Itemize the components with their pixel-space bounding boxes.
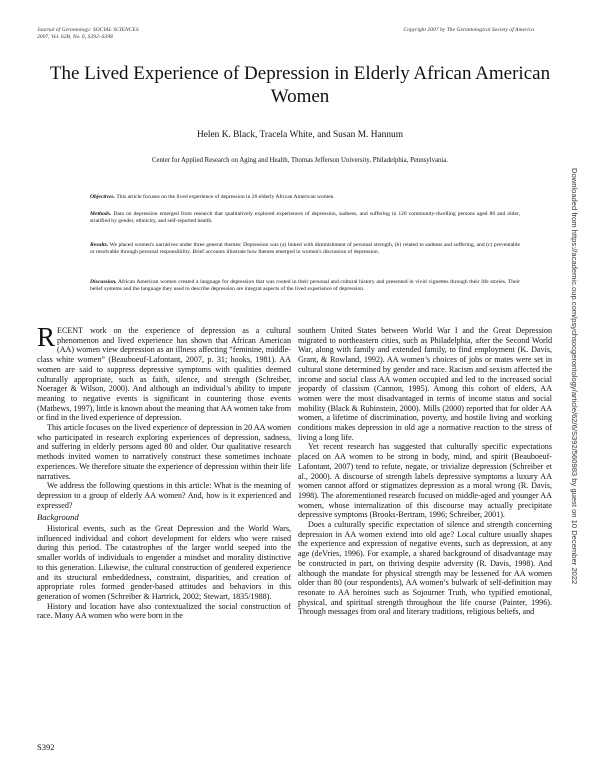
abstract-text: This article focuses on the lived experience of depression in 20 elderly African American women. [116,194,335,200]
abstract-discussion [90,279,520,294]
abstract-text: Data on depression emerged from research that qualitatively explored experiences of depression, sadness, and suffering in 120 community-dwelling persons aged 80 and older, stratified by gender, ethnicity, and self-reported health. [90,211,520,225]
abstract-methods [90,211,520,226]
abstract-objectives [90,194,520,201]
abstract-results [90,242,520,257]
abstract-label: Methods. [90,211,112,217]
smallcaps-lead: ECENT [57,326,84,335]
abstract-text: African American women created a language for depression that was rooted in their personal and cultural history and presented in vivid vignettes through their life stories. Their belief systems and the language they used to describe depression are integral aspects of the lived experience of depression. [90,279,520,293]
journal-name: Journal of Gerontology: SOCIAL SCIENCES [37,27,139,33]
body-column-left [37,322,291,621]
journal-volume: 2007, Vol. 62B, No. 6, S392–S398 [37,34,113,40]
journal-header [37,27,297,41]
paragraph-text: work on the experience of depression as a cultural phenomenon and lived experience has shown that African American (AA) women view depression as an illness affecting “feminine, middle-class white women” (Beauboeuf-Lafontant, 2007, p. 31; hooks, 1981). AA women are said to suppress depressive symptoms with qualities deemed culturally appropriate, such as faith, silence, and strength (Schreiber, Noerager & Wilson, 2000). And although an individual’s ability to impute meaning to negative events is significant in countering those events (Mathews, 1997), little is known about the meaning that AA women take from or find in the lived experience of depression. [37,326,291,423]
abstract-text: We placed women's narratives under three general themes: Depression was (a) linked with diminishment of personal strength, (b) related to sadness and suffering, and (c) preventable or resolvable through personal responsibility. Brief accounts illustrate how themes emerged in women's discussion of depression. [90,242,520,256]
paragraph: History and location have also contextualized the social construction of race. Many AA women who were born in the [37,601,291,621]
abstract-label: Objectives. [90,194,116,200]
section-heading: Background [37,512,79,523]
body-column-right [298,326,552,617]
paragraph: We address the following questions in this article: What is the meaning of depression to a group of elderly AA women? And, how is it experienced and expressed? [37,481,291,510]
abstract-label: Results. [90,242,109,248]
paragraph: Historical events, such as the Great Depression and the World Wars, influenced individual and cohort development for elders who were raised during this period. The catastrophes of the larger world seeped into the smaller worlds of individuals to engender a mindset and morality distinctive to this generation. Likewise, the cultural construction of gendered experience and its structural embeddedness, constraint, disparities, and creation of appropriate roles formed gender-based attitudes and behaviors in this generation of women (Schreiber & Hartrick, 2002; Stewart, 1835/1988). [37,524,291,601]
paragraph: This article focuses on the lived experience of depression in 20 AA women who participated in research exploring experiences of depression, sadness, and suffering in elderly persons aged 80 and older. Our qualitative research methods invited women to narratively construct these sometimes inchoate experiences. We therefore situate the experience of depression within their life narratives. [37,423,291,481]
paragraph: Yet recent research has suggested that culturally specific expectations placed on AA women to be strong in body, mind, and spirit (Beauboeuf-Lafontant, 2007) tend to refute, negate, or trivialize depression (Schreiber et al., 2000). A discourse of strength labels depressive symptoms a luxury AA women cannot afford or stigmatizes depression as a moral wrong (R. Davis, 1998). The aforementioned research focused on middle-aged and younger AA women, whose internalization of this discourse may actually precipitate depressive symptoms (Brooks-Bertram, 1996; Schreiber, 2001). [298,442,552,520]
article-title: The Lived Experience of Depression in Elderly African American Women [49,63,551,107]
paragraph [37,322,291,423]
copyright-notice: Copyright 2007 by The Gerontological Society of America [403,27,534,33]
author-list: Helen K. Black, Tracela White, and Susan M. Hannum [196,130,404,140]
paragraph: Does a culturally specific expectation of silence and strength concerning depression in AA women extend into old age? Local culture usually shapes the experience and expression of negative events, such as depression, at any age (deVries, 1996). For example, a shared background of disadvantage may be constructed in part, on thriving despite adversity (R. Davis, 1998). And although the mandate for physical strength may be lessened for AA women older than 80 (our respondents), AA women’s bulwark of self-definition may resonate to AA heroines such as Sojourner Truth, who typified emotional, physical, and spiritual strength throughout the life course (Painter, 1996). Through messages from oral and literary traditions, religious beliefs, and [298,520,552,617]
drop-cap: R [37,322,56,352]
affiliation: Center for Applied Research on Aging and Health, Thomas Jefferson University, Philadelphia, Pennsylvania. [151,157,449,164]
abstract-label: Discussion. [90,279,117,285]
page-number: S392 [37,742,55,752]
download-watermark: Downloaded from https://academic.oup.com/psychsocgerontology/article/62/6/S392/560983 by guest on 10 December 2022 [570,168,579,585]
paragraph: southern United States between World War I and the Great Depression migrated to northeastern cities, such as Philadelphia, after the Second World War, along with family and extended family, to find employment (K. Davis, Grant, & Rowland, 1992). AA women’s choices of jobs or mates were set in cultural stone determined by gender and race. Racism and sexism affected the income and social class AA women occupied and led to the increased social jeopardy of classism (Cannon, 1995). Among this cohort of elders, AA women were the most disadvantaged in terms of income status and social mobility (Black & Rubinstein, 2000). Mills (2000) reported that for older AA women, a lifetime of discrimination, poverty, and hostile living and working conditions makes depression in old age a normative reaction to the stress of living a long life. [298,326,552,442]
